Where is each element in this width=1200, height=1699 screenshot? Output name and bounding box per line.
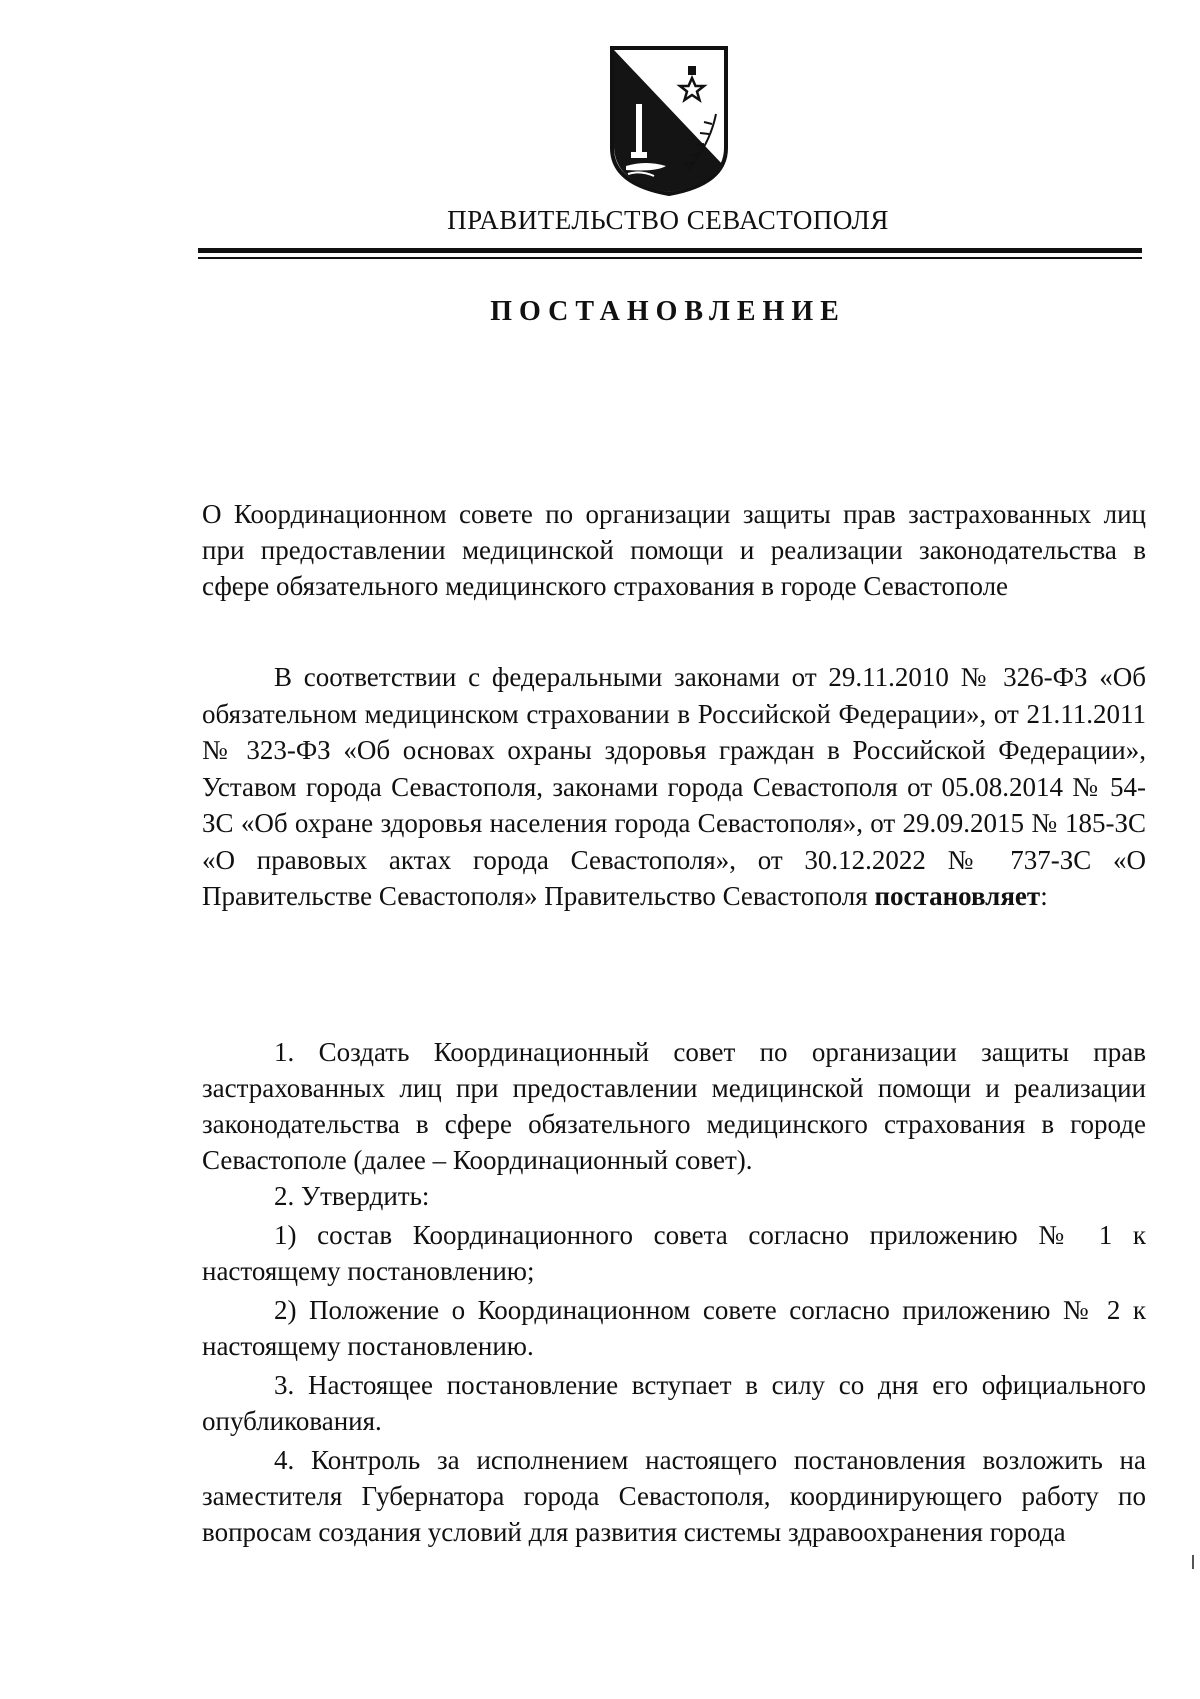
organization-name: ПРАВИТЕЛЬСТВО СЕВАСТОПОЛЯ xyxy=(447,205,889,235)
clause-4: 4. Контроль за исполнением настоящего постановления возложить на заместителя Губернатора города Севастополя, координирующего работу по вопросам создания условий для развития системы здравоохранения города xyxy=(202,1445,1146,1547)
preamble xyxy=(202,659,1146,915)
preamble-text: В соответствии с федеральными законами от 29.11.2010 № 326-ФЗ «Об обязательном медицинском страховании в Российской Федерации», от 21.11.2011 № 323-ФЗ «Об основах охраны здоровья граждан в Российской Федерации», Уставом города Севастополя, законами города Севастополя от 05.08.2014 № 54-ЗС «Об охране здоровья населения города Севастополя», от 29.09.2015 № 185-ЗС «О правовых актах города Севастополя», от 30.12.2022 № 737-ЗС «О Правительстве Севастополя» Правительство Севастополя xyxy=(202,662,1146,911)
clause-2-item-2: 2) Положение о Координационном совете согласно приложению № 2 к настоящему постановлению. xyxy=(202,1295,1146,1361)
clause-3: 3. Настоящее постановление вступает в силу со дня его официального опубликования. xyxy=(202,1370,1146,1436)
decree-word: постановляет xyxy=(874,881,1041,911)
document-type-title: ПОСТАНОВЛЕНИЕ xyxy=(490,296,846,327)
coat-of-arms-icon xyxy=(606,44,732,196)
header-rule-thin xyxy=(198,257,1142,259)
header-rule-thick xyxy=(198,248,1142,253)
scan-edge-mark xyxy=(1192,1555,1194,1569)
clause-2: 2. Утвердить: xyxy=(274,1181,430,1211)
decree-tail: : xyxy=(1040,881,1048,911)
document-subject: О Координационном совете по организации защиты прав застрахованных лиц при предоставлении медицинской помощи и реализации законодательства в сфере обязательного медицинского страхования в городе Севастополе xyxy=(202,499,1146,601)
clause-2-item-1: 1) состав Координационного совета согласно приложению № 1 к настоящему постановлению; xyxy=(202,1220,1146,1286)
clause-1: 1. Создать Координационный совет по организации защиты прав застрахованных лиц при предоставлении медицинской помощи и реализации законодательства в сфере обязательного медицинского страхования в городе Севастополе (далее – Координационный совет). xyxy=(202,1037,1146,1175)
clauses-list xyxy=(202,1034,1146,1553)
